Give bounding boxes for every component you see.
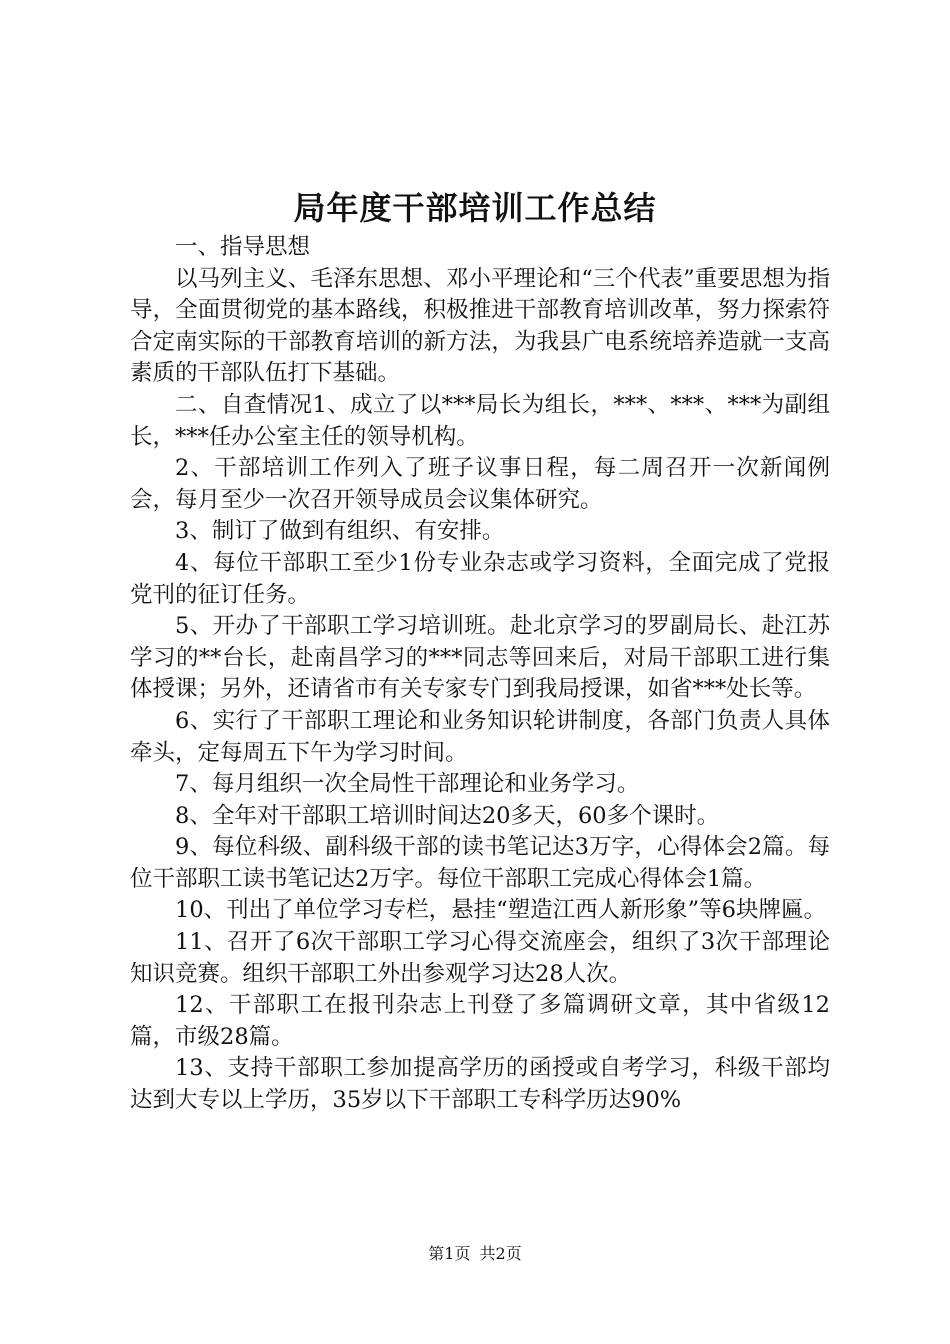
document-title: 局年度干部培训工作总结 <box>293 189 657 227</box>
paragraph: 6、实行了干部职工理论和业务知识轮讲制度，各部门负责人具体牵头，定每周五下午为学习时间。 <box>130 707 830 766</box>
paragraph: 一、指导思想 <box>175 234 311 260</box>
paragraph: 7、每月组织一次全局性干部理论和业务学习。 <box>175 771 640 798</box>
page-total: 共2页 <box>479 1244 522 1263</box>
paragraph: 5、开办了干部职工学习培训班。赴北京学习的罗副局长、赴江苏学习的**台长，赴南昌学习的***同志等回来后，对局干部职工进行集体授课；另外，还请省市有关专家专门到我局授课，如省***处长等。 <box>130 613 830 703</box>
paragraph: 二、自查情况1、成立了以***局长为组长，***、***、***为副组长，***任办公室主任的领导机构。 <box>130 391 830 450</box>
paragraph: 12、干部职工在报刊杂志上刊登了多篇调研文章，其中省级12篇，市级28篇。 <box>130 992 830 1050</box>
paragraph: 10、刊出了单位学习专栏，悬挂“塑造江西人新形象”等6块牌匾。 <box>175 897 826 924</box>
paragraph: 以马列主义、毛泽东思想、邓小平理论和“三个代表”重要思想为指导，全面贯彻党的基本路线，积极推进干部教育培训改革，努力探索符合定南实际的干部教育培训的新方法，为我县广电系统培养造就一支高素质的干部队伍打下基础。 <box>130 265 830 387</box>
paragraph: 4、每位干部职工至少1份专业杂志或学习资料，全面完成了党报党刊的征订任务。 <box>130 549 830 608</box>
document-body <box>130 232 830 1117</box>
paragraph: 3、制订了做到有组织、有安排。 <box>175 518 505 545</box>
paragraph: 11、召开了6次干部职工学习心得交流座会，组织了3次干部理论知识竞赛。组织干部职工外出参观学习达28人次。 <box>130 929 830 987</box>
paragraph: 8、全年对干部职工培训时间达20多天，60多个课时。 <box>175 802 720 829</box>
paragraph: 13、支持干部职工参加提高学历的函授或自考学习，科级干部均达到大专以上学历，35岁以下干部职工专科学历达90% <box>130 1055 830 1114</box>
paragraph: 9、每位科级、副科级干部的读书笔记达3万字，心得体会2篇。每位干部职工读书笔记达2万字。每位干部职工完成心得体会1篇。 <box>130 834 830 892</box>
page-number: 第1页 <box>428 1244 471 1263</box>
paragraph: 2、干部培训工作列入了班子议事日程，每二周召开一次新闻例会，每月至少一次召开领导成员会议集体研究。 <box>130 455 830 513</box>
page-footer <box>0 1243 950 1265</box>
